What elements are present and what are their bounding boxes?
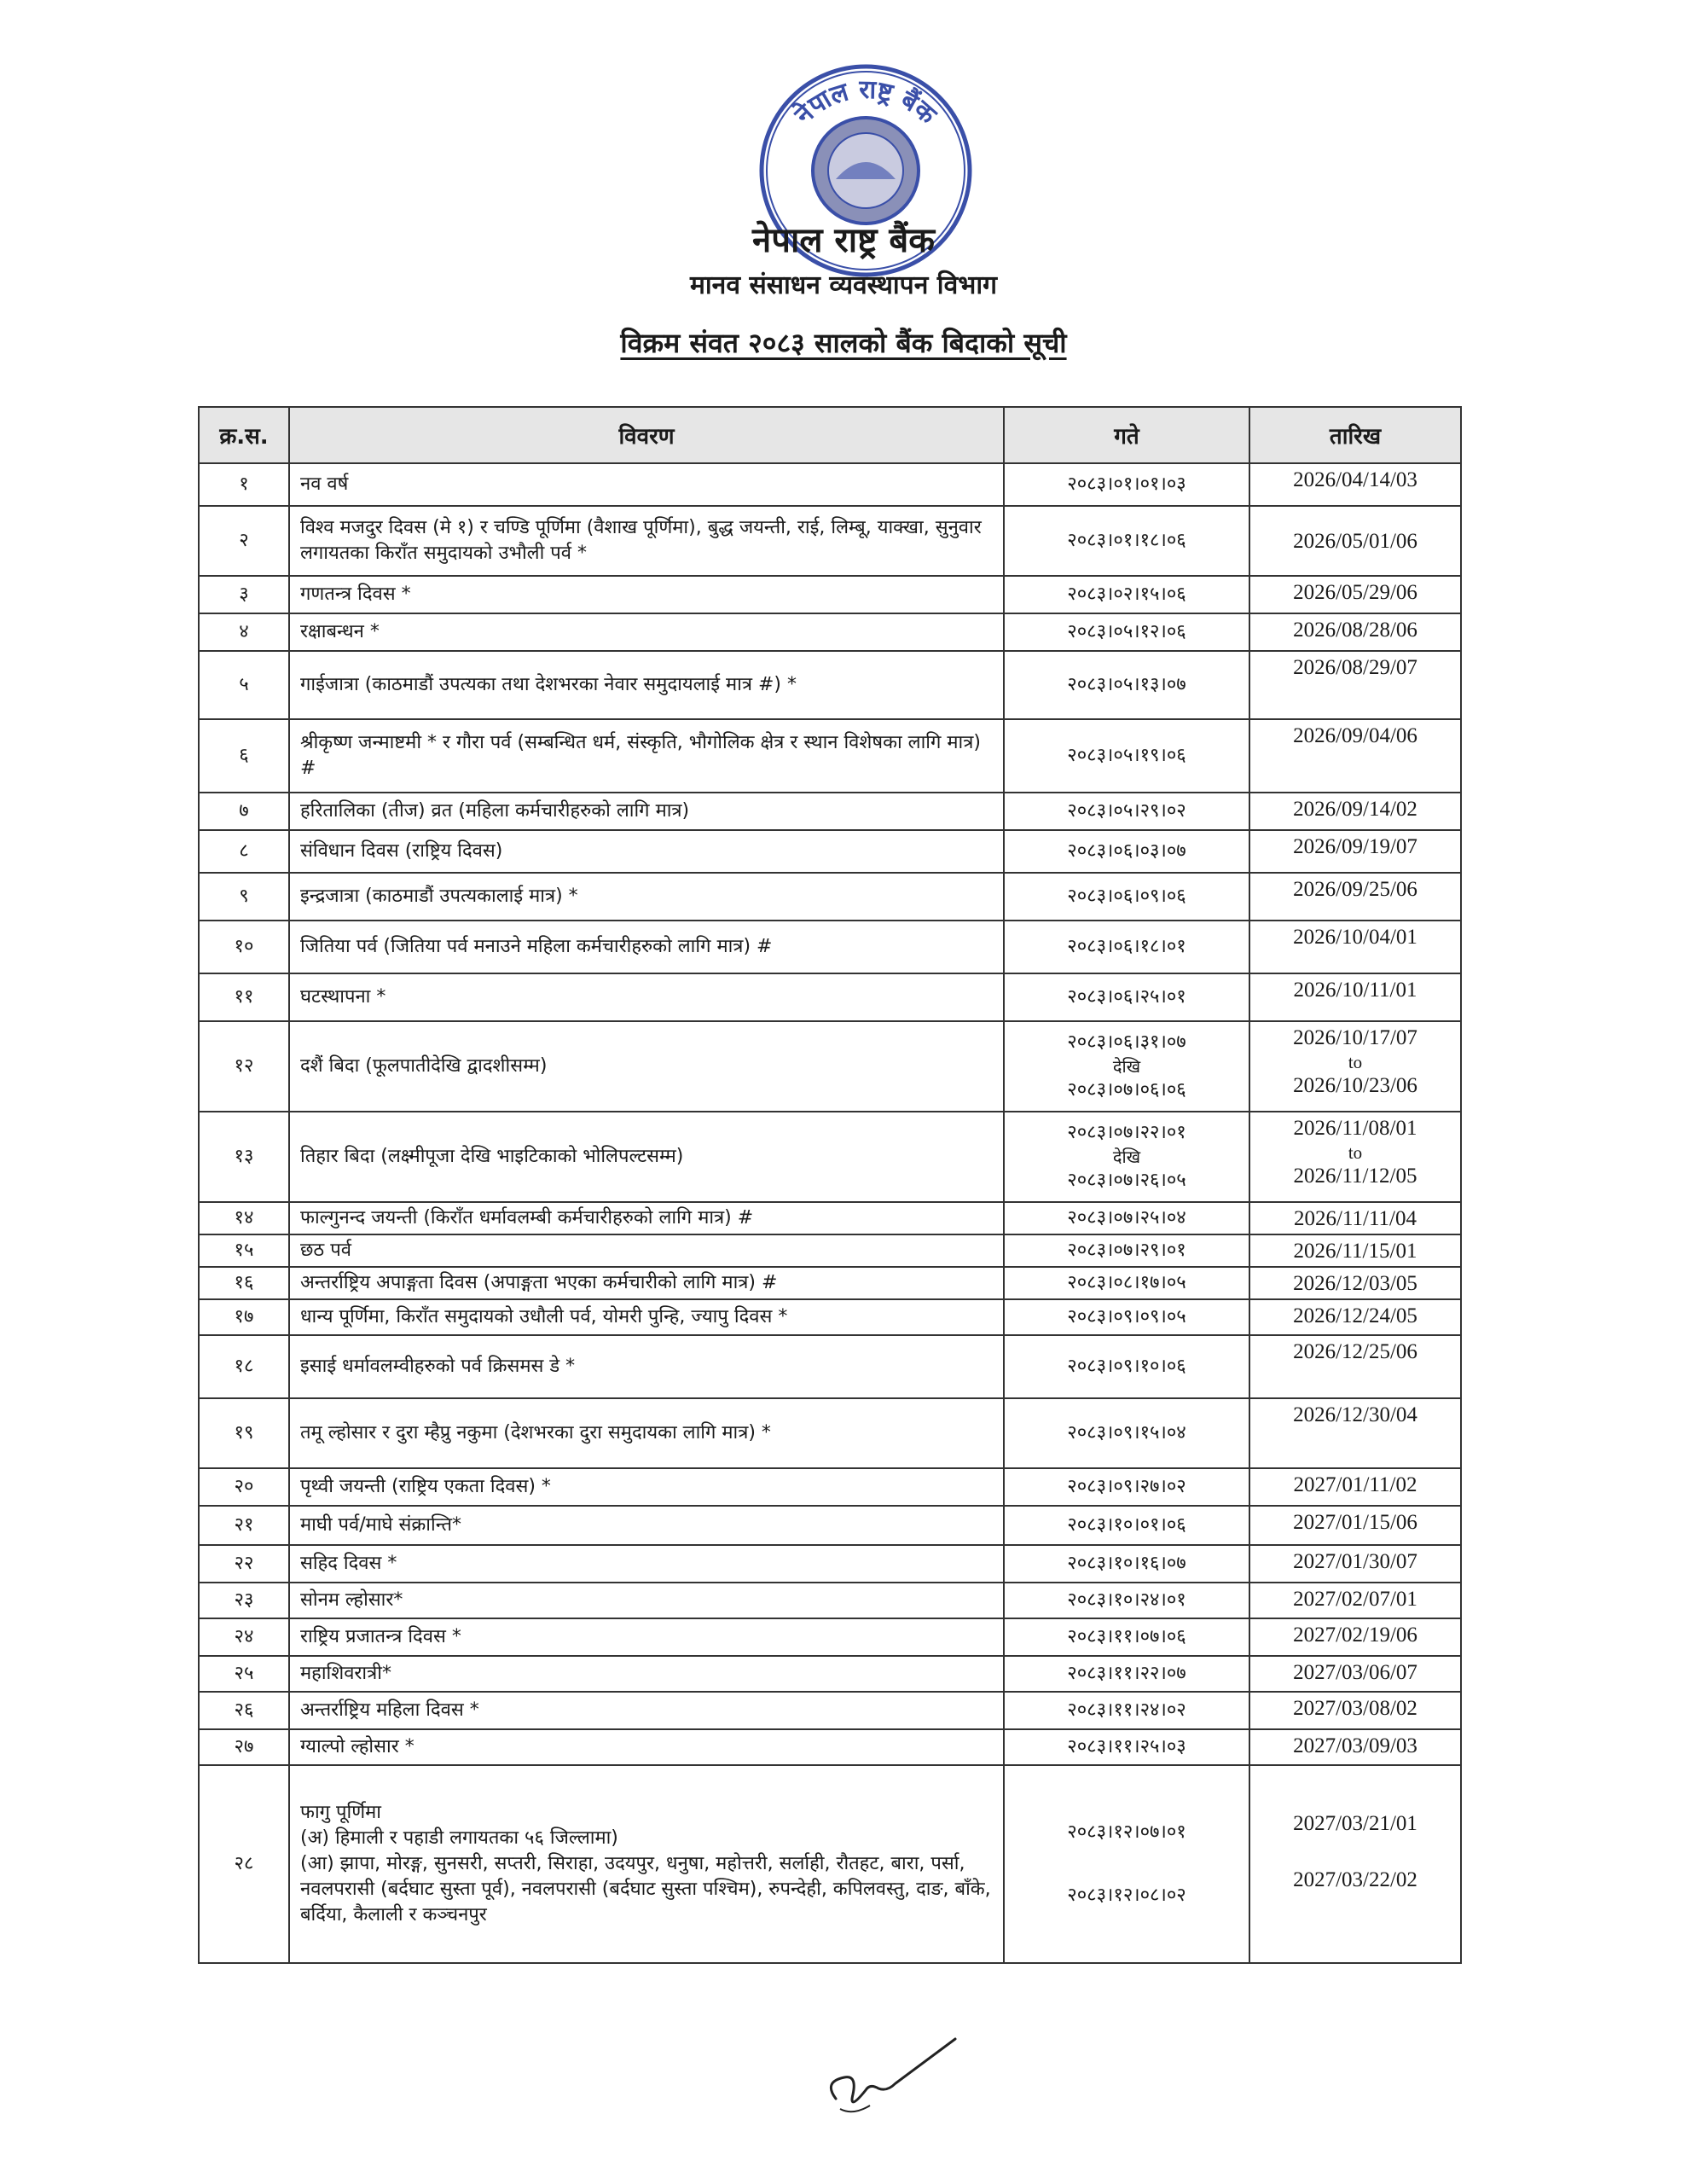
nepali-date: २०८३।११।०७।०६	[1004, 1618, 1249, 1656]
english-date-range	[1249, 1021, 1461, 1112]
english-date: 2026/12/25/06	[1249, 1335, 1461, 1398]
english-date: 2026/08/28/06	[1249, 613, 1461, 651]
table-row	[199, 1656, 1461, 1692]
nepali-date: २०८३।११।२४।०२	[1004, 1692, 1249, 1729]
nepali-date: २०८३।०६।२५।०१	[1004, 973, 1249, 1021]
english-date: 2026/10/04/01	[1249, 921, 1461, 973]
serial-number: २	[199, 506, 289, 576]
signature	[819, 2030, 964, 2124]
nepali-date: २०८३।०१।०१।०३	[1004, 463, 1249, 506]
holiday-description: रक्षाबन्धन *	[289, 613, 1004, 651]
nepali-date	[1004, 1765, 1249, 1963]
nepali-date: २०८३।०९।०९।०५	[1004, 1299, 1249, 1335]
table-row	[199, 1299, 1461, 1335]
table-row	[199, 1618, 1461, 1656]
nepali-date-range	[1004, 1021, 1249, 1112]
table-row	[199, 719, 1461, 793]
serial-number: ९	[199, 873, 289, 921]
table-row	[199, 1112, 1461, 1202]
english-date-from: 2026/11/08/01	[1293, 1117, 1417, 1140]
table-header-row	[199, 407, 1461, 463]
holiday-table	[198, 406, 1462, 1964]
nepali-date: २०८३।०७।२५।०४	[1004, 1202, 1249, 1234]
svg-text:नेपाल राष्ट्र बैंक: नेपाल राष्ट्र बैंक	[789, 74, 942, 131]
holiday-title: फागु पूर्णिमा	[300, 1802, 381, 1823]
table-row	[199, 613, 1461, 651]
serial-number: १३	[199, 1112, 289, 1202]
serial-number: २३	[199, 1583, 289, 1618]
table-row	[199, 1506, 1461, 1545]
table-row	[199, 1545, 1461, 1583]
holiday-description: माघी पर्व/माघे संक्रान्ति*	[289, 1506, 1004, 1545]
english-date: 2026/05/29/06	[1249, 576, 1461, 613]
serial-number: ६	[199, 719, 289, 793]
table-row	[199, 1468, 1461, 1506]
nepali-date: २०८३।११।२२।०७	[1004, 1656, 1249, 1692]
english-date: 2027/01/15/06	[1249, 1506, 1461, 1545]
table-row	[199, 1267, 1461, 1299]
english-date	[1249, 1765, 1461, 1963]
holiday-description: छठ पर्व	[289, 1234, 1004, 1267]
nepali-date-from: २०८३।०७।२२।०१	[1067, 1122, 1186, 1143]
english-date: 2026/11/15/01	[1249, 1234, 1461, 1267]
serial-number: २४	[199, 1618, 289, 1656]
nepali-date-to: २०८३।०७।०६।०६	[1067, 1079, 1186, 1101]
nepali-date-to: २०८३।०७।२६।०५	[1067, 1170, 1186, 1191]
table-row	[199, 1234, 1461, 1267]
holiday-description: पृथ्वी जयन्ती (राष्ट्रिय एकता दिवस) *	[289, 1468, 1004, 1506]
english-date: 2027/01/30/07	[1249, 1545, 1461, 1583]
holiday-description: संविधान दिवस (राष्ट्रिय दिवस)	[289, 830, 1004, 873]
english-date: 2026/12/24/05	[1249, 1299, 1461, 1335]
nepali-date: २०८३।०९।१५।०४	[1004, 1398, 1249, 1468]
nepali-date: २०८३।०६।०३।०७	[1004, 830, 1249, 873]
serial-number: ८	[199, 830, 289, 873]
serial-number: २१	[199, 1506, 289, 1545]
english-date-to: 2026/11/12/05	[1293, 1165, 1417, 1188]
nepali-date: २०८३।०१।१८।०६	[1004, 506, 1249, 576]
nepali-date: २०८३।१०।०१।०६	[1004, 1506, 1249, 1545]
holiday-description: धान्य पूर्णिमा, किराँत समुदायको उधौली पर्व, योमरी पुन्हि, ज्यापु दिवस *	[289, 1299, 1004, 1335]
holiday-description: अन्तर्राष्ट्रिय अपाङ्गता दिवस (अपाङ्गता भएका कर्मचारीको लागि मात्र) #	[289, 1267, 1004, 1299]
table-row	[199, 1335, 1461, 1398]
serial-number: १४	[199, 1202, 289, 1234]
nepali-date-range	[1004, 1112, 1249, 1202]
serial-number: १	[199, 463, 289, 506]
holiday-description: विश्व मजदुर दिवस (मे १) र चण्डि पूर्णिमा (वैशाख पूर्णिमा), बुद्ध जयन्ती, राई, लिम्बू, याक्खा, सुनुवार लगायतका किराँत समुदायको उभौली पर्व *	[289, 506, 1004, 576]
nepali-date-from: २०८३।०६।३१।०७	[1067, 1031, 1186, 1053]
english-date: 2026/09/04/06	[1249, 719, 1461, 793]
table-row	[199, 651, 1461, 719]
serial-number: १८	[199, 1335, 289, 1398]
holiday-description: गाईजात्रा (काठमाडौं उपत्यका तथा देशभरका नेवार समुदायलाई मात्र #) *	[289, 651, 1004, 719]
nepali-date: २०८३।०९।१०।०६	[1004, 1335, 1249, 1398]
table-row	[199, 506, 1461, 576]
english-date: 2026/12/03/05	[1249, 1267, 1461, 1299]
serial-number: २०	[199, 1468, 289, 1506]
english-date-range	[1249, 1112, 1461, 1202]
holiday-description: दशैं बिदा (फूलपातीदेखि द्वादशीसम्म)	[289, 1021, 1004, 1112]
department-name: मानव संसाधन व्यवस्थापन विभाग	[689, 270, 998, 300]
serial-number: ११	[199, 973, 289, 1021]
holiday-description: इन्द्रजात्रा (काठमाडौं उपत्यकालाई मात्र) *	[289, 873, 1004, 921]
nepali-date: २०८३।०५।२९।०२	[1004, 793, 1249, 830]
holiday-description: तिहार बिदा (लक्ष्मीपूजा देखि भाइटिकाको भोलिपल्टसम्म)	[289, 1112, 1004, 1202]
table-row	[199, 1765, 1461, 1963]
nepali-date: २०८३।०९।२७।०२	[1004, 1468, 1249, 1506]
range-separator: to	[1348, 1052, 1363, 1072]
table-row	[199, 973, 1461, 1021]
table-row	[199, 1583, 1461, 1618]
english-date: 2026/05/01/06	[1249, 506, 1461, 576]
holiday-description	[289, 1765, 1004, 1963]
document-title	[0, 324, 1687, 361]
header-serial-number: क्र.स.	[199, 407, 289, 463]
english-date-to: 2026/10/23/06	[1293, 1074, 1417, 1097]
serial-number: १७	[199, 1299, 289, 1335]
serial-number: २८	[199, 1765, 289, 1963]
serial-number: १५	[199, 1234, 289, 1267]
nepali-date: २०८३।०६।०९।०६	[1004, 873, 1249, 921]
table-row	[199, 1398, 1461, 1468]
nepali-date-b: २०८३।१२।०८।०२	[1067, 1885, 1186, 1906]
english-date: 2026/09/14/02	[1249, 793, 1461, 830]
english-date-b: 2027/03/22/02	[1293, 1868, 1417, 1891]
holiday-description: ग्याल्पो ल्होसार *	[289, 1729, 1004, 1765]
english-date: 2026/11/11/04	[1249, 1202, 1461, 1234]
serial-number: ७	[199, 793, 289, 830]
table-row	[199, 463, 1461, 506]
table-row	[199, 873, 1461, 921]
organization-name: नेपाल राष्ट्र बैंक	[752, 221, 935, 260]
holiday-description: राष्ट्रिय प्रजातन्त्र दिवस *	[289, 1618, 1004, 1656]
nepali-date: २०८३।१०।२४।०१	[1004, 1583, 1249, 1618]
holiday-description: अन्तर्राष्ट्रिय महिला दिवस *	[289, 1692, 1004, 1729]
english-date: 2026/09/25/06	[1249, 873, 1461, 921]
serial-number: ५	[199, 651, 289, 719]
holiday-region-b: (आ) झापा, मोरङ्ग, सुनसरी, सप्तरी, सिराहा, उदयपुर, धनुषा, महोत्तरी, सर्लाही, रौतहट, बारा, पर्सा, नवलपरासी (बर्दघाट सुस्ता पूर्व), नवलपरासी (बर्दघाट सुस्ता पश्चिम), रुपन्देही, कपिलवस्तु, दाङ, बाँके, बर्दिया, कैलाली र कञ्चनपुर	[300, 1853, 991, 1926]
holiday-description: महाशिवरात्री*	[289, 1656, 1004, 1692]
header-description: विवरण	[289, 407, 1004, 463]
english-date: 2027/03/08/02	[1249, 1692, 1461, 1729]
nepali-date: २०८३।०८।१७।०५	[1004, 1267, 1249, 1299]
english-date-from: 2026/10/17/07	[1293, 1026, 1417, 1049]
holiday-description: इसाई धर्मावलम्वीहरुको पर्व क्रिसमस डे *	[289, 1335, 1004, 1398]
document-title-text: विक्रम संवत २०८३ सालको बैंक बिदाको सूची	[620, 327, 1067, 359]
range-separator: to	[1348, 1142, 1363, 1163]
serial-number: ३	[199, 576, 289, 613]
table-row	[199, 921, 1461, 973]
english-date: 2026/08/29/07	[1249, 651, 1461, 719]
range-separator: देखि	[1112, 1147, 1141, 1167]
header-nepali-date: गते	[1004, 407, 1249, 463]
serial-number: १०	[199, 921, 289, 973]
holiday-description: गणतन्त्र दिवस *	[289, 576, 1004, 613]
holiday-description: फाल्गुनन्द जयन्ती (किराँत धर्मावलम्बी कर्मचारीहरुको लागि मात्र) #	[289, 1202, 1004, 1234]
table-row	[199, 1202, 1461, 1234]
nepali-date: २०८३।०५।१९।०६	[1004, 719, 1249, 793]
table-row	[199, 1729, 1461, 1765]
holiday-description: श्रीकृष्ण जन्माष्टमी * र गौरा पर्व (सम्बन्धित धर्म, संस्कृति, भौगोलिक क्षेत्र र स्थान विशेषका लागि मात्र) #	[289, 719, 1004, 793]
nepali-date: २०८३।०६।१८।०१	[1004, 921, 1249, 973]
english-date: 2027/03/09/03	[1249, 1729, 1461, 1765]
english-date: 2027/02/07/01	[1249, 1583, 1461, 1618]
english-date: 2027/03/06/07	[1249, 1656, 1461, 1692]
serial-number: १६	[199, 1267, 289, 1299]
header-english-date: तारिख	[1249, 407, 1461, 463]
serial-number: २२	[199, 1545, 289, 1583]
holiday-description: सहिद दिवस *	[289, 1545, 1004, 1583]
table-row	[199, 830, 1461, 873]
table-row	[199, 793, 1461, 830]
english-date: 2026/12/30/04	[1249, 1398, 1461, 1468]
holiday-description: घटस्थापना *	[289, 973, 1004, 1021]
serial-number: २५	[199, 1656, 289, 1692]
english-date: 2026/10/11/01	[1249, 973, 1461, 1021]
serial-number: १२	[199, 1021, 289, 1112]
holiday-description: हरितालिका (तीज) व्रत (महिला कर्मचारीहरुको लागि मात्र)	[289, 793, 1004, 830]
table-row	[199, 1021, 1461, 1112]
serial-number: ४	[199, 613, 289, 651]
nepali-date: २०८३।०७।२९।०१	[1004, 1234, 1249, 1267]
english-date-a: 2027/03/21/01	[1293, 1812, 1417, 1835]
holiday-description: नव वर्ष	[289, 463, 1004, 506]
holiday-region-a: (अ) हिमाली र पहाडी लगायतका ५६ जिल्लामा)	[300, 1827, 618, 1849]
table-row	[199, 576, 1461, 613]
english-date: 2026/04/14/03	[1249, 463, 1461, 506]
nepali-date: २०८३।११।२५।०३	[1004, 1729, 1249, 1765]
serial-number: १९	[199, 1398, 289, 1468]
holiday-description: तमू ल्होसार र दुरा म्हैप्रु नकुमा (देशभरका दुरा समुदायका लागि मात्र) *	[289, 1398, 1004, 1468]
nepali-date: २०८३।०५।१३।०७	[1004, 651, 1249, 719]
nepali-date-a: २०८३।१२।०७।०१	[1067, 1821, 1186, 1843]
serial-number: २७	[199, 1729, 289, 1765]
holiday-description: जितिया पर्व (जितिया पर्व मनाउने महिला कर्मचारीहरुको लागि मात्र) #	[289, 921, 1004, 973]
nepali-date: २०८३।१०।१६।०७	[1004, 1545, 1249, 1583]
english-date: 2027/01/11/02	[1249, 1468, 1461, 1506]
english-date: 2026/09/19/07	[1249, 830, 1461, 873]
table-row	[199, 1692, 1461, 1729]
serial-number: २६	[199, 1692, 289, 1729]
english-date: 2027/02/19/06	[1249, 1618, 1461, 1656]
nepali-date: २०८३।०५।१२।०६	[1004, 613, 1249, 651]
nepali-date: २०८३।०२।१५।०६	[1004, 576, 1249, 613]
range-separator: देखि	[1112, 1056, 1141, 1077]
holiday-description: सोनम ल्होसार*	[289, 1583, 1004, 1618]
